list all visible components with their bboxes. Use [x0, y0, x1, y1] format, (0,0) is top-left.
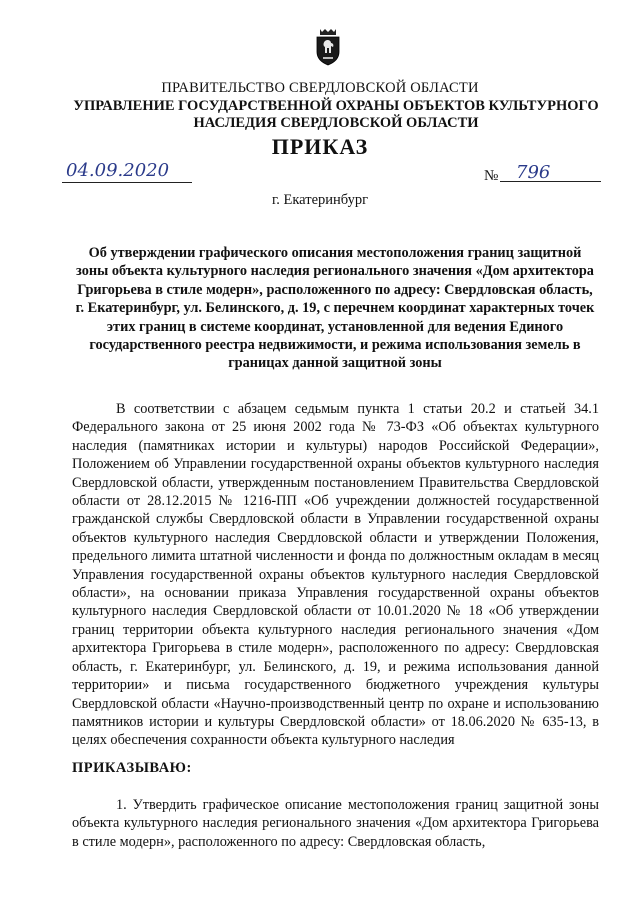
document-type-title: ПРИКАЗ [271, 134, 369, 159]
city-name: г. Екатеринбург [271, 192, 369, 208]
order-heading: ПРИКАЗЫВАЮ: [72, 760, 192, 776]
number-label: № [484, 168, 499, 184]
coat-of-arms-icon [314, 26, 342, 66]
government-name: ПРАВИТЕЛЬСТВО СВЕРДЛОВСКОЙ ОБЛАСТИ [161, 80, 479, 96]
body-paragraph: В соответствии с абзацем седьмым пункта 1 статьи 20.2 и статьей 34.1 Федерального закона от 25 июня 2002 года № 73-ФЗ «Об объектах культурного наследия (памятниках истории и культуры) народов Российской Федерации», Положением об Управлении государственной охраны объектов культурного наследия Свердловской области, утвержденным постановлением Правительства Свердловской области от 28.12.2015 № 1216-ПП «Об учреждении должностей государственной гражданской службы Свердловской области в Управлении государственной охраны объектов культурного наследия Свердловской области и утверждении Положения, предельного лимита штатной численности и фонда по должностным окладам в месяц Управления государственной охраны объектов культурного наследия Свердловской области», на основании приказа Управления государственной охраны объектов культурного наследия Свердловской области от 10.01.2020 № 18 «Об утверждении границ территории объекта культурного наследия регионального значения «Дом архитектора Григорьева в стиле модерн», расположенного по адресу: Свердловская область, г. Екатеринбург, ул. Белинского, д. 19, и режима использования данной территории» и письма государственного бюджетного учреждения культуры Свердловской области «Научно-производственный центр по охране и использованию памятников истории и культуры Свердловской области» от 18.06.2020 № 635-13, в целях обеспечения сохранности объекта культурного наследия [72, 401, 599, 749]
document-subject: Об утверждении графического описания местоположения границ защитной зоны объекта культурного наследия регионального значения «Дом архитектора Григорьева в стиле модерн», расположенного по адресу: Свердловская область, г. Екатеринбург, ул. Белинского, д. 19, с перечнем координат характерных точек этих границ в системе координат, установленной для ведения Единого государственного реестра недвижимости, и режима использования земель в границах данной защитной зоны [75, 245, 595, 372]
order-item-1: 1. Утвердить графическое описание местоположения границ защитной зоны объекта культурного наследия регионального значения «Дом архитектора Григорьева в стиле модерн», расположенного по адресу: Свердловская область, [72, 797, 599, 850]
document-date: 04.09.2020 [62, 160, 192, 183]
document-number: 796 [500, 162, 601, 182]
department-name: УПРАВЛЕНИЕ ГОСУДАРСТВЕННОЙ ОХРАНЫ ОБЪЕКТОВ КУЛЬТУРНОГО НАСЛЕДИЯ СВЕРДЛОВСКОЙ ОБЛАСТИ [73, 98, 599, 131]
